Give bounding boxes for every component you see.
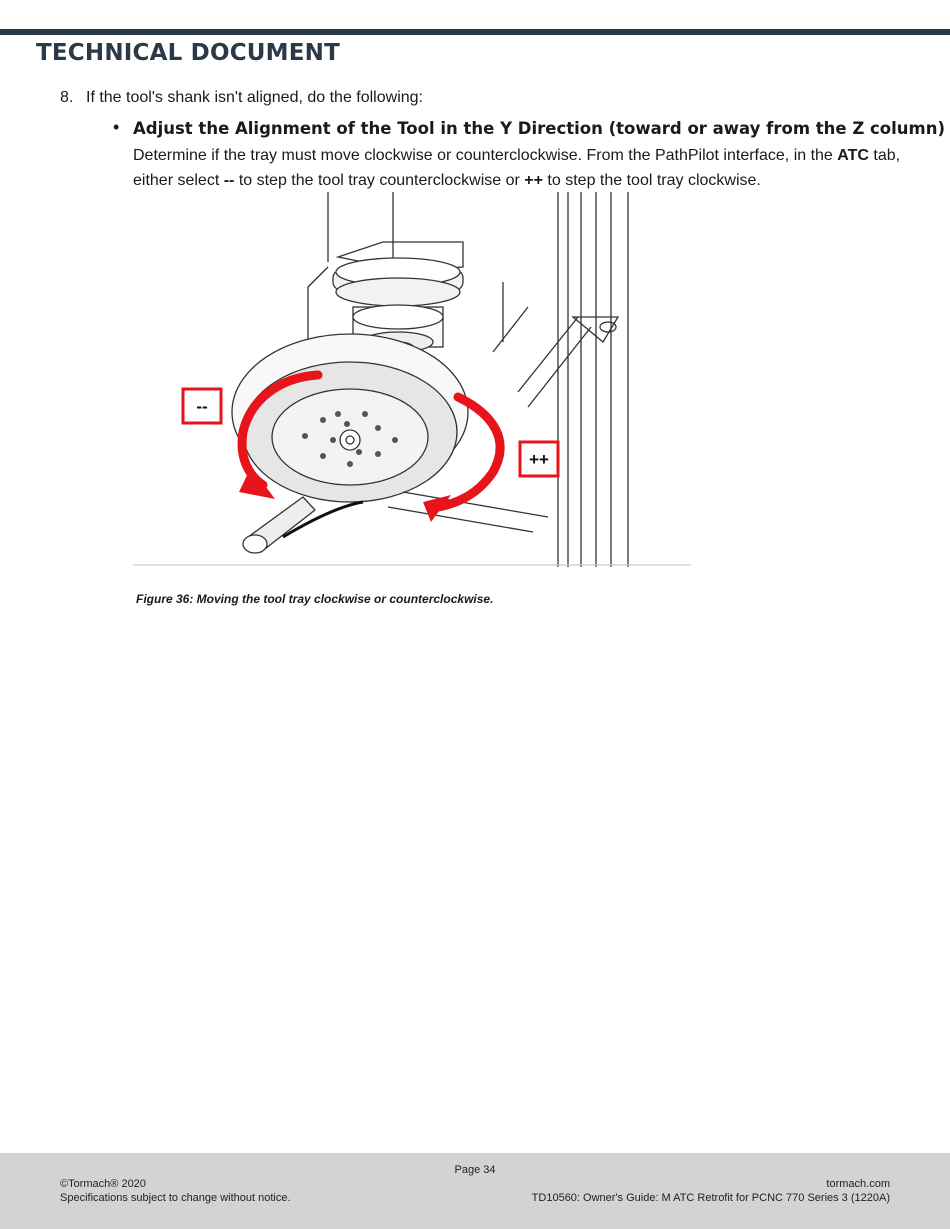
bullet-dot: • (113, 117, 120, 137)
document-title: TECHNICAL DOCUMENT (36, 40, 341, 66)
notice: Specifications subject to change without notice. (60, 1192, 291, 1204)
minus-label: -- (196, 397, 208, 416)
page-footer (0, 1153, 950, 1229)
tool-tray-figure (133, 192, 691, 567)
plus-label: ++ (529, 450, 549, 469)
atc-tab-name: ATC (837, 147, 869, 164)
bullet-heading: Adjust the Alignment of the Tool in the Y Direction (toward or away from the Z column) (133, 119, 946, 138)
website: tormach.com (826, 1178, 890, 1190)
para-text-3: to step the tool tray counterclockwise or (234, 172, 525, 189)
step-8 (60, 89, 423, 107)
tool-tray-illustration (133, 192, 691, 567)
header-bar (0, 29, 950, 35)
copyright: ©Tormach® 2020 (60, 1178, 146, 1190)
plus-button-name: ++ (524, 172, 543, 189)
para-text-2: tab, either select (133, 147, 901, 189)
figure-caption: Figure 36: Moving the tool tray clockwise or counterclockwise. (136, 592, 494, 606)
instruction-paragraph (133, 143, 903, 193)
step-number: 8. (60, 89, 74, 106)
document-id: TD10560: Owner's Guide: M ATC Retrofit for PCNC 770 Series 3 (1220A) (531, 1192, 890, 1204)
step-text: If the tool's shank isn't aligned, do the following: (86, 89, 423, 106)
para-text-1: Determine if the tray must move clockwise or counterclockwise. From the PathPilot interface, in the (133, 147, 838, 164)
para-text-4: to step the tool tray clockwise. (542, 172, 761, 189)
page-number: Page 34 (454, 1164, 496, 1176)
minus-button-name: -- (223, 172, 235, 189)
